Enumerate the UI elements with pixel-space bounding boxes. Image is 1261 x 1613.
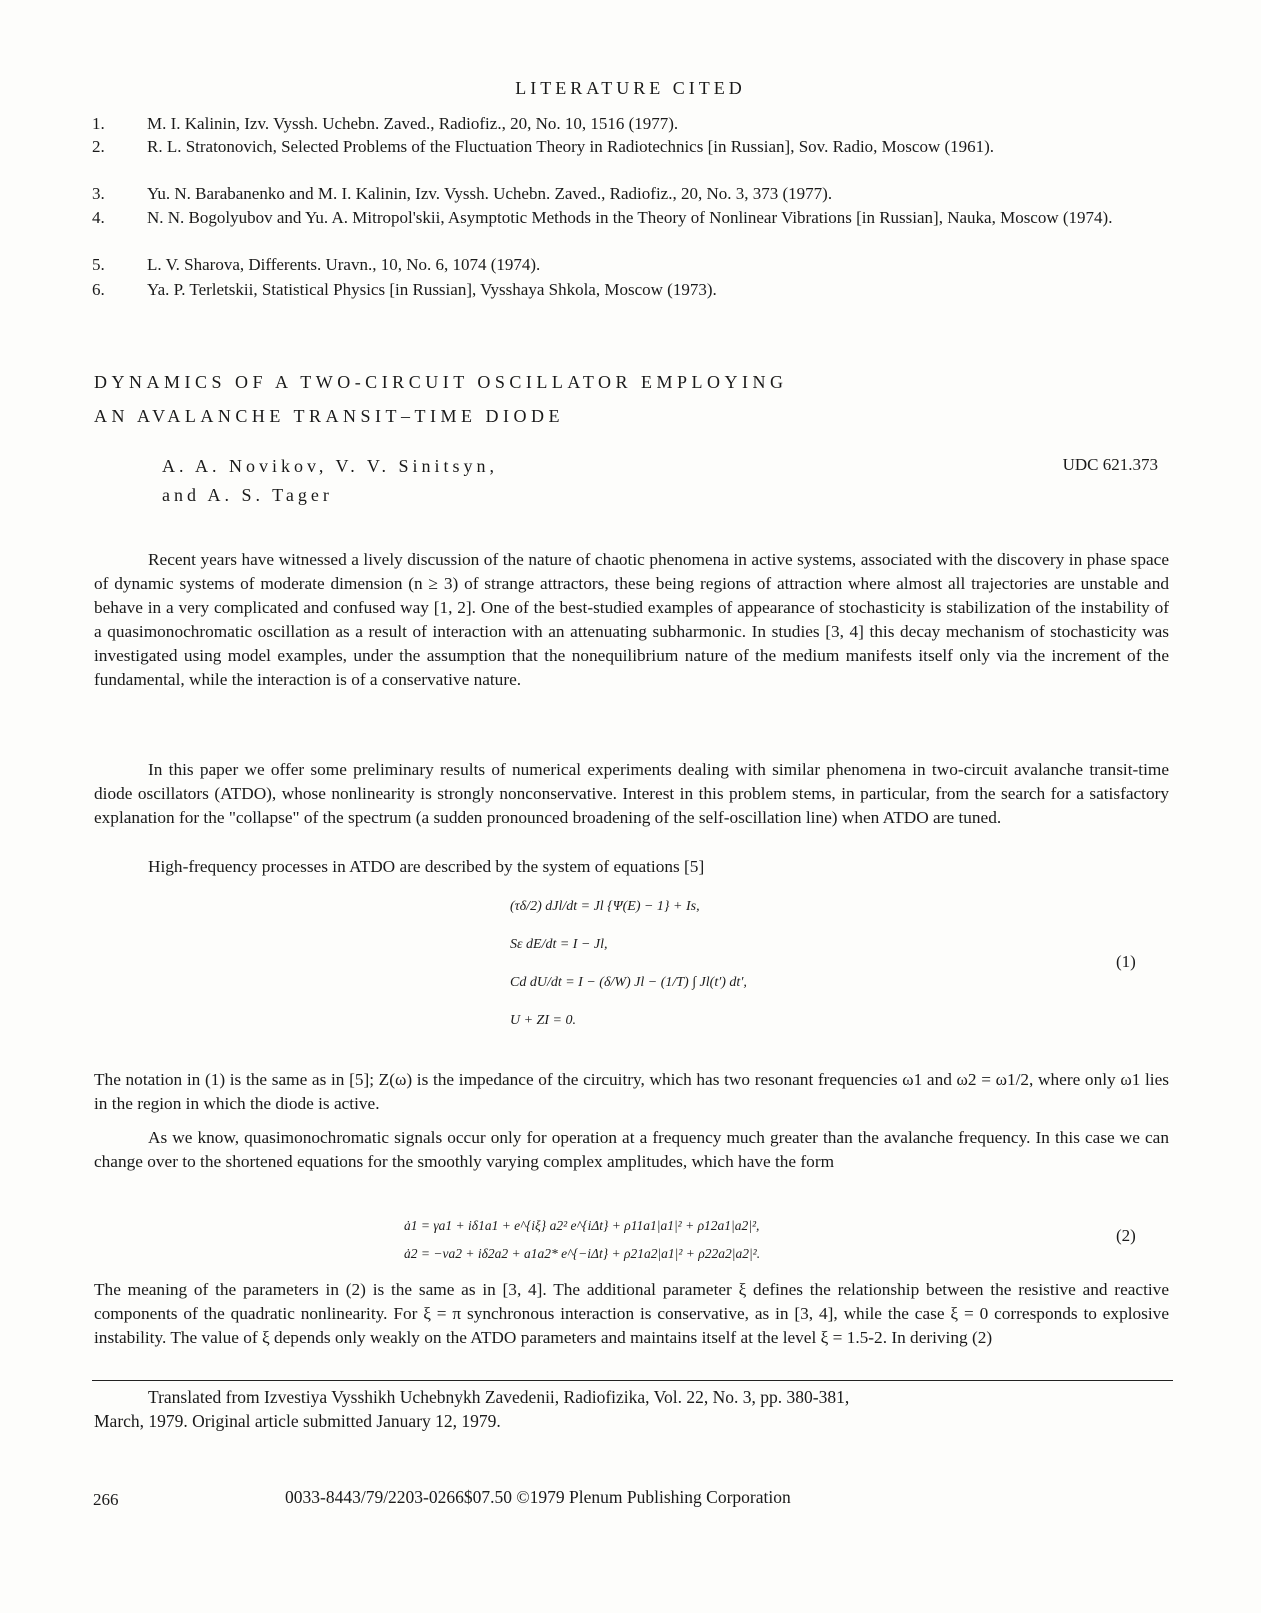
reference-text: N. N. Bogolyubov and Yu. A. Mitropol'skii, Asymptotic Methods in the Theory of Nonlinear Vibrations [in Russian], Nauka, Moscow (1974). bbox=[147, 208, 1113, 227]
equation-2 bbox=[404, 1212, 1084, 1268]
reference-text: R. L. Stratonovich, Selected Problems of the Fluctuation Theory in Radiotechnics [in Russian], Sov. Radio, Moscow (1961). bbox=[147, 137, 995, 156]
translation-note bbox=[94, 1385, 1158, 1433]
equation-1-line: Sε dE/dt = I − Jl, bbox=[510, 937, 608, 952]
body-paragraph bbox=[94, 1068, 1169, 1116]
authors bbox=[162, 452, 498, 510]
reference-item bbox=[92, 182, 1172, 205]
copyright-line: 0033-8443/79/2203-0266$07.50 ©1979 Plenum Publishing Corporation bbox=[285, 1487, 791, 1507]
translation-note-line2: March, 1979. Original article submitted January 12, 1979. bbox=[94, 1411, 501, 1431]
equation-2-line: ȧ2 = −νa2 + iδ2a2 + a1a2* e^{−iΔt} + ρ21a2|a1|² + ρ22a2|a2|². bbox=[404, 1246, 761, 1261]
equation-2-number: (2) bbox=[1116, 1226, 1136, 1245]
footer-divider bbox=[92, 1380, 1173, 1381]
body-paragraph bbox=[94, 1278, 1169, 1350]
reference-number: 6. bbox=[92, 280, 105, 299]
equation-1-line: Cd dU/dt = I − (δ/W) Jl − (1/T) ∫ Jl(t′) dt′, bbox=[510, 975, 747, 990]
equation-2-line: ȧ1 = γa1 + iδ1a1 + e^{iξ} a2² e^{iΔt} + ρ11a1|a1|² + ρ12a1|a2|², bbox=[404, 1218, 760, 1233]
reference-number: 3. bbox=[92, 184, 105, 203]
equation-1-line: U + ZI = 0. bbox=[510, 1013, 576, 1028]
reference-text: Yu. N. Barabanenko and M. I. Kalinin, Izv. Vyssh. Uchebn. Zaved., Radiofiz., 20, No. 3, 373 (1977). bbox=[147, 184, 833, 203]
reference-item bbox=[92, 253, 1172, 276]
body-paragraph bbox=[94, 1126, 1169, 1174]
paragraph-4: The notation in (1) is the same as in [5]; Z(ω) is the impedance of the circuitry, which has two resonant frequencies ω1 and ω2 = ω1/2, where only ω1 lies in the region in which the diode is active. bbox=[94, 1070, 1169, 1113]
reference-text: L. V. Sharova, Differents. Uravn., 10, No. 6, 1074 (1974). bbox=[147, 255, 541, 274]
translation-note-line1: Translated from Izvestiya Vysshikh Uchebnykh Zavedenii, Radiofizika, Vol. 22, No. 3, pp. 380-381, bbox=[148, 1387, 850, 1407]
authors-line2: and A. S. Tager bbox=[162, 485, 333, 505]
paragraph-3: High-frequency processes in ATDO are described by the system of equations [5] bbox=[148, 857, 705, 876]
equation-1-line: (τδ/2) dJl/dt = Jl {Ψ(E) − 1} + Is, bbox=[510, 899, 700, 914]
article-title-line2: AN AVALANCHE TRANSIT–TIME DIODE bbox=[94, 406, 565, 426]
equation-1 bbox=[510, 888, 930, 1040]
reference-number: 2. bbox=[92, 137, 105, 156]
article-title-line1: DYNAMICS OF A TWO-CIRCUIT OSCILLATOR EMPLOYING bbox=[94, 372, 788, 392]
body-paragraph bbox=[94, 855, 1169, 879]
paragraph-5: As we know, quasimonochromatic signals occur only for operation at a frequency much greater than the avalanche frequency. In this case we can change over to the shortened equations for the smoothly varying complex amplitudes, which have the form bbox=[94, 1128, 1169, 1171]
body-paragraph bbox=[94, 758, 1169, 830]
reference-text: Ya. P. Terletskii, Statistical Physics [in Russian], Vysshaya Shkola, Moscow (1973). bbox=[147, 280, 717, 299]
reference-item bbox=[92, 112, 1172, 135]
reference-number: 1. bbox=[92, 114, 105, 133]
udc-code: UDC 621.373 bbox=[1062, 455, 1158, 474]
body-paragraph bbox=[94, 548, 1169, 692]
authors-line1: A. A. Novikov, V. V. Sinitsyn, bbox=[162, 456, 499, 476]
literature-cited-heading: LITERATURE CITED bbox=[515, 78, 746, 98]
paragraph-6: The meaning of the parameters in (2) is the same as in [3, 4]. The additional parameter ξ defines the relationship between the resistive and reactive components of the quadratic nonlinearity. For ξ = π synchronous interaction is conservative, as in [3, 4], while the case ξ = 0 corresponds to explosive instability. The value of ξ depends only weakly on the ATDO parameters and maintains itself at the level ξ = 1.5-2. In deriving (2) bbox=[94, 1280, 1169, 1347]
reference-item bbox=[92, 206, 1172, 229]
equation-1-number: (1) bbox=[1116, 952, 1136, 971]
reference-item bbox=[92, 278, 1172, 301]
reference-number: 5. bbox=[92, 255, 105, 274]
paragraph-1: Recent years have witnessed a lively discussion of the nature of chaotic phenomena in active systems, associated with the discovery in phase space of dynamic systems of moderate dimension (n ≥ 3) of strange attractors, these being regions of attraction where almost all trajectories are unstable and behave in a very complicated and confused way [1, 2]. One of the best-studied examples of appearance of stochasticity is stabilization of the instability of a quasimonochromatic oscillation as a result of interaction with an attenuating subharmonic. In studies [3, 4] this decay mechanism of stochasticity was investigated using model examples, under the assumption that the nonequilibrium nature of the medium manifests itself only via the increment of the fundamental, while the interaction is of a conservative nature. bbox=[94, 550, 1169, 689]
reference-item bbox=[92, 135, 1172, 158]
reference-number: 4. bbox=[92, 208, 105, 227]
paragraph-2: In this paper we offer some preliminary results of numerical experiments dealing with similar phenomena in two-circuit avalanche transit-time diode oscillators (ATDO), whose nonlinearity is strongly nonconservative. Interest in this problem stems, in particular, from the search for a satisfactory explanation for the "collapse" of the spectrum (a sudden pronounced broadening of the self-oscillation line) when ATDO are tuned. bbox=[94, 760, 1169, 827]
reference-text: M. I. Kalinin, Izv. Vyssh. Uchebn. Zaved., Radiofiz., 20, No. 10, 1516 (1977). bbox=[147, 114, 679, 133]
page-number: 266 bbox=[93, 1490, 119, 1509]
